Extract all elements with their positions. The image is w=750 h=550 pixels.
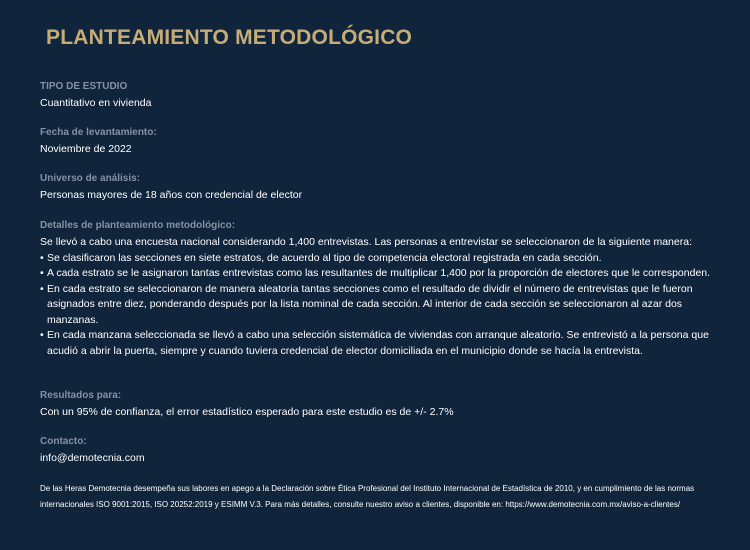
results-value: Con un 95% de confianza, el error estadístico esperado para este estudio es de +/- 2.7%: [40, 406, 454, 418]
results-label: Resultados para:: [40, 390, 122, 401]
details-bullet: [40, 251, 730, 267]
survey-date-label: Fecha de levantamiento:: [40, 127, 157, 138]
study-type-value: Cuantitativo en vivienda: [40, 97, 152, 109]
details-bullet: [40, 266, 730, 282]
bullet-icon: •: [40, 267, 44, 279]
bullet-icon: •: [40, 329, 44, 341]
details-bullet-text: A cada estrato se le asignaron tantas entrevistas como las resultantes de multiplicar 1,400 por la proporción de electores que le corresponden.: [47, 267, 711, 279]
results-section: [40, 389, 730, 421]
universe-value: Personas mayores de 18 años con credencial de elector: [40, 189, 303, 201]
details-bullet: [40, 282, 730, 329]
bullet-icon: •: [40, 251, 44, 264]
universe-section: [40, 172, 730, 204]
details-bullet-list: [40, 251, 730, 360]
contact-email[interactable]: info@demotecnia.com: [40, 452, 145, 464]
bullet-icon: •: [40, 282, 44, 295]
details-bullet-text: En cada estrato se seleccionaron de manera aleatoria tantas secciones como el resultado de dividir el número de entrevistas que le fueron asignados entre diez, ponderando después por la lista nominal de cada sección. Al interior de cada sección se seleccionaron al azar dos manzanas.: [47, 282, 693, 326]
contact-section: [40, 435, 730, 467]
details-bullet: [40, 328, 730, 359]
details-bullet-text: En cada manzana seleccionada se llevó a cabo una selección sistemática de viviendas con arranque aleatorio. Se entrevistó a la persona que acudió a abrir la puerta, siempre y cuando tuviera credencial de elector domiciliada en el municipio donde se hacía la entrevista.: [47, 329, 709, 357]
universe-label: Universo de análisis:: [40, 173, 141, 184]
details-section: [40, 219, 730, 359]
study-type-section: [40, 80, 730, 112]
details-bullet-text: Se clasificaron las secciones en siete estratos, de acuerdo al tipo de competencia electoral registrada en cada sección.: [47, 251, 602, 264]
study-type-label: TIPO DE ESTUDIO: [40, 81, 128, 92]
survey-date-section: [40, 126, 730, 158]
survey-date-value: Noviembre de 2022: [40, 143, 132, 155]
details-label: Detalles de planteamiento metodológico:: [40, 220, 236, 231]
footer-disclaimer: De las Heras Demotecnia desempeña sus labores en apego a la Declaración sobre Ética Profesional del Instituto Internacional de Estadística de 2010, y en cumplimiento de las normas internacionales ISO 9001:2015, ISO 20252:2019 y ESIMM V.3. Para más detalles, consulte nuestro aviso a clientes, disponible en: https://www.demotecnia.com.mx/aviso-a-clientes/: [40, 484, 695, 509]
page-title: PLANTEAMIENTO METODOLÓGICO: [46, 26, 413, 49]
contact-label: Contacto:: [40, 436, 87, 447]
details-intro: Se llevó a cabo una encuesta nacional considerando 1,400 entrevistas. Las personas a entrevistar se seleccionaron de la siguiente manera:: [40, 236, 692, 248]
